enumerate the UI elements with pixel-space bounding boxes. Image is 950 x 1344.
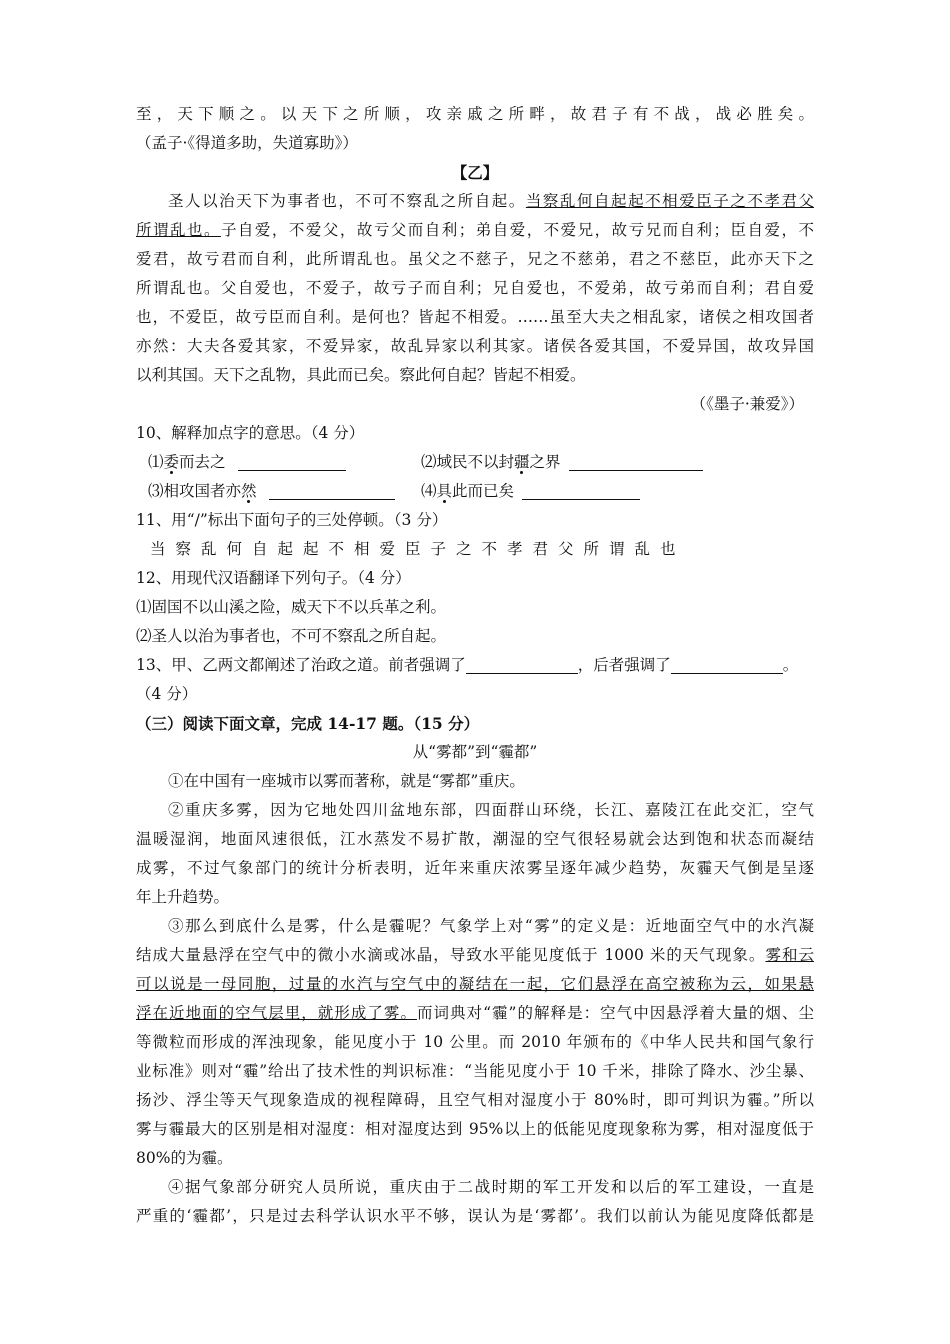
q10-stem: 10、解释加点字的意思。（4 分） bbox=[136, 424, 365, 442]
underlined-sentence: 可以说是一母同胞，过量的水汽与空气中的凝结在一起，它们悬浮在高空被称为云，如果悬 bbox=[136, 975, 814, 993]
underlined-sentence: 当察乱何自起起不相爱臣子之不孝君父 bbox=[525, 192, 814, 210]
article-title: 从“雾都”到“霾都” bbox=[412, 743, 538, 761]
q10-item-b: ⑵域民不以封疆之界 bbox=[421, 448, 703, 477]
q10-item-d: ⑷具此而已矣 bbox=[421, 477, 640, 506]
article-paragraph-1: ①在中国有一座城市以雾而著称，就是“雾都”重庆。 bbox=[168, 772, 525, 790]
article-line: ②重庆多雾，因为它地处四川盆地东部，四面群山环绕，长江、嘉陵江在此交汇，空气 bbox=[168, 801, 814, 819]
yi-text-line: 也，不爱臣，故亏臣而自利。是何也？皆起不相爱。……虽至大夫之相乱家，诸侯之相攻国者 bbox=[136, 308, 814, 326]
underlined-sentence: 浮在近地面的空气层里，就形成了雾。 bbox=[136, 1004, 417, 1022]
yi-text-line: 爱君，故亏君而自利，此所谓乱也。虽父之不慈子，兄之不慈弟，君之不慈臣，此亦天下之 bbox=[136, 250, 814, 268]
article-line: 年上升趋势。 bbox=[136, 888, 230, 906]
article-line: 浮在近地面的空气层里，就形成了雾。而词典对“霾”的解释是：空气中因悬浮着大量的烟、尘 bbox=[136, 1004, 814, 1022]
yi-heading: 【乙】 bbox=[451, 163, 499, 182]
exam-page bbox=[136, 100, 814, 1231]
answer-blank[interactable] bbox=[671, 655, 783, 674]
q13-score: （4 分） bbox=[136, 685, 198, 703]
article-line: 雾与霾最大的区别是相对湿度：相对湿度达到 95%以上的低能见度现象称为雾，相对湿度低于 bbox=[136, 1120, 814, 1138]
answer-blank[interactable] bbox=[522, 481, 640, 500]
jia-text-line: 至，天下顺之。以天下之所顺，攻亲戚之所畔，故君子有不战，战必胜矣。 bbox=[136, 105, 814, 123]
underlined-sentence: 雾和云 bbox=[765, 946, 814, 964]
q10-row-1: ⑴委而去之 ⑵域民不以封疆之界 bbox=[136, 448, 814, 477]
answer-blank[interactable] bbox=[238, 452, 346, 471]
part3-heading: （三）阅读下面文章，完成 14-17 题。（15 分） bbox=[136, 714, 480, 733]
underlined-sentence: 所谓乱也。 bbox=[136, 221, 221, 239]
jia-source: （孟子·《得道多助，失道寡助》） bbox=[136, 134, 358, 152]
article-line: 等微粒而形成的浑浊现象，能见度小于 10 公里。而 2010 年颁布的《中华人民共和国气象行 bbox=[136, 1033, 814, 1051]
yi-text-line: 亦然：大夫各爱其家，不爱异家，故乱异家以利其家。诸侯各爱其国，不爱异国，故攻异国 bbox=[136, 337, 814, 355]
article-line: ③那么到底什么是雾，什么是霾呢？气象学上对“雾”的定义是：近地面空气中的水汽凝 bbox=[168, 917, 814, 935]
article-line: 结成大量悬浮在空气中的微小水滴或冰晶，导致水平能见度低于 1000 米的天气现象。雾和云 bbox=[136, 946, 814, 964]
q11-sentence[interactable]: 当察乱何自起起不相爱臣子之不孝君父所谓乱也 bbox=[150, 540, 686, 558]
yi-text-line: 所谓乱也。子自爱，不爱父，故亏父而自利；弟自爱，不爱兄，故亏兄而自利；臣自爱，不 bbox=[136, 221, 814, 239]
yi-text-line: 所谓乱也。父自爱也，不爱子，故亏子而自利；兄自爱也，不爱弟，故亏弟而自利；君自爱 bbox=[136, 279, 814, 297]
q12-sentence-2: ⑵圣人以治为事者也，不可不察乱之所自起。 bbox=[136, 627, 447, 645]
q13-stem: 13、甲、乙两文都阐述了治政之道。前者强调了 ，后者强调了 。 bbox=[136, 656, 799, 674]
q12-sentence-1: ⑴固国不以山溪之险，威天下不以兵革之利。 bbox=[136, 598, 447, 616]
article-line: 温暖湿润，地面风速很低，江水蒸发不易扩散，潮湿的空气很轻易就会达到饱和状态而凝结 bbox=[136, 830, 814, 848]
q11-stem: 11、用“/”标出下面句子的三处停顿。（3 分） bbox=[136, 511, 448, 529]
yi-text-line: 以利其国。天下之乱物，具此而已矣。察此何自起？皆起不相爱。 bbox=[136, 366, 586, 384]
yi-text-line: 圣人以治天下为事者也，不可不察乱之所自起。当察乱何自起起不相爱臣子之不孝君父 bbox=[168, 192, 814, 210]
article-line: 80%的为霾。 bbox=[136, 1149, 233, 1167]
article-line: 严重的‘霾都’，只是过去科学认识水平不够，误认为是‘雾都’。我们以前认为能见度降低都是 bbox=[136, 1207, 814, 1225]
article-line: 业标准》则对“霾”给出了技术性的判识标准：“当能见度小于 10 千米，排除了降水、沙尘暴、 bbox=[136, 1062, 814, 1080]
answer-blank[interactable] bbox=[569, 452, 703, 471]
article-line: ④据气象部分研究人员所说，重庆由于二战时期的军工开发和以后的军工建设，一直是 bbox=[168, 1178, 814, 1196]
answer-blank[interactable] bbox=[466, 655, 578, 674]
answer-blank[interactable] bbox=[269, 481, 395, 500]
article-line: 成雾，不过气象部门的统计分析表明，近年来重庆浓雾呈逐年减少趋势，灰霾天气倒是呈逐 bbox=[136, 859, 814, 877]
q12-stem: 12、用现代汉语翻译下列句子。（4 分） bbox=[136, 569, 411, 587]
q10-row-2: ⑶相攻国者亦然 ⑷具此而已矣 bbox=[136, 477, 814, 506]
article-line: 扬沙、浮尘等天气现象造成的视程障碍，且空气相对湿度小于 80%时，即可判识为霾。”所以 bbox=[136, 1091, 814, 1109]
yi-source: （《墨子·兼爱》） bbox=[690, 395, 804, 413]
